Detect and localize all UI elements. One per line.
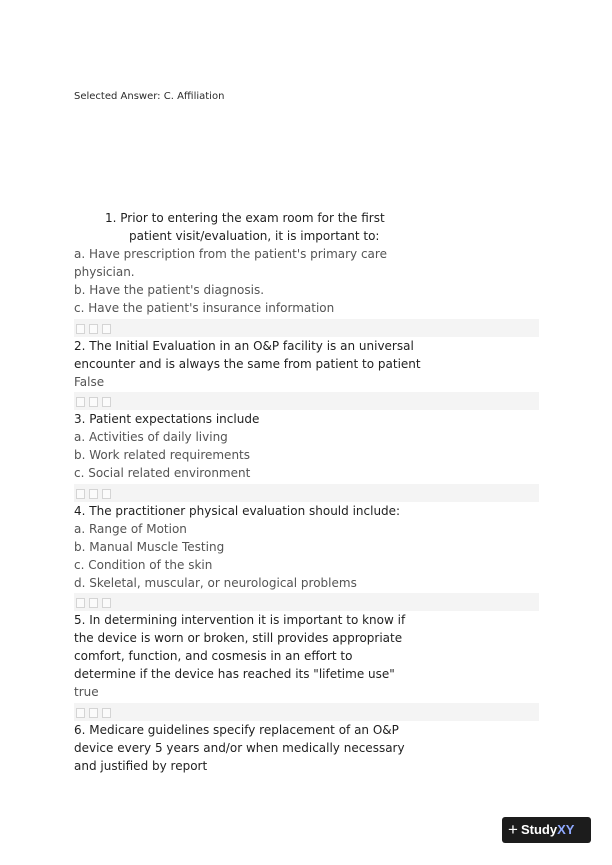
question-text: 5. In determining intervention it is important to know if: [74, 613, 406, 627]
plus-icon: +: [508, 820, 518, 839]
logo-brand: Study: [520, 822, 558, 837]
question-text: device every 5 years and/or when medically necessary: [74, 741, 405, 755]
question-text: 3. Patient expectations include: [74, 412, 260, 426]
separator-bar: [74, 392, 539, 410]
question-4: [74, 502, 544, 592]
option: c. Have the patient's insurance information: [74, 301, 335, 315]
question-text: encounter and is always the same from patient to patient: [74, 357, 421, 371]
option: physician.: [74, 265, 135, 279]
option: a. Range of Motion: [74, 522, 187, 536]
logo-brand-suffix: XY: [557, 822, 575, 837]
option: c. Social related environment: [74, 466, 251, 480]
question-text: 4. The practitioner physical evaluation should include:: [74, 504, 401, 518]
option: b. Work related requirements: [74, 448, 251, 462]
studyxy-logo[interactable]: [502, 817, 591, 843]
separator-bar: [74, 319, 539, 337]
question-1-line-1: 1. Prior to entering the exam room for the first: [105, 211, 385, 225]
question-3: [74, 410, 544, 482]
question-text: and justified by report: [74, 759, 208, 773]
question-2: [74, 337, 544, 391]
question-5: [74, 611, 544, 701]
option: c. Condition of the skin: [74, 558, 213, 572]
option: a. Have prescription from the patient's primary care: [74, 247, 387, 261]
question-1: [74, 209, 474, 317]
question-text: comfort, function, and cosmesis in an effort to: [74, 649, 353, 663]
separator-bar: [74, 703, 539, 721]
answer: true: [74, 685, 99, 699]
separator-bar: [74, 593, 539, 611]
question-text: 2. The Initial Evaluation in an O&P facility is an universal: [74, 339, 414, 353]
question-6: [74, 721, 544, 775]
question-1-line-2: patient visit/evaluation, it is important to:: [129, 229, 380, 243]
question-text: the device is worn or broken, still provides appropriate: [74, 631, 403, 645]
option: d. Skeletal, muscular, or neurological problems: [74, 576, 357, 590]
option: b. Manual Muscle Testing: [74, 540, 225, 554]
question-text: determine if the device has reached its "lifetime use": [74, 667, 395, 681]
option: a. Activities of daily living: [74, 430, 228, 444]
option: b. Have the patient's diagnosis.: [74, 283, 265, 297]
separator-bar: [74, 484, 539, 502]
selected-answer: Selected Answer: C. Affiliation: [74, 91, 225, 102]
question-text: 6. Medicare guidelines specify replacement of an O&P: [74, 723, 399, 737]
answer: False: [74, 375, 105, 389]
